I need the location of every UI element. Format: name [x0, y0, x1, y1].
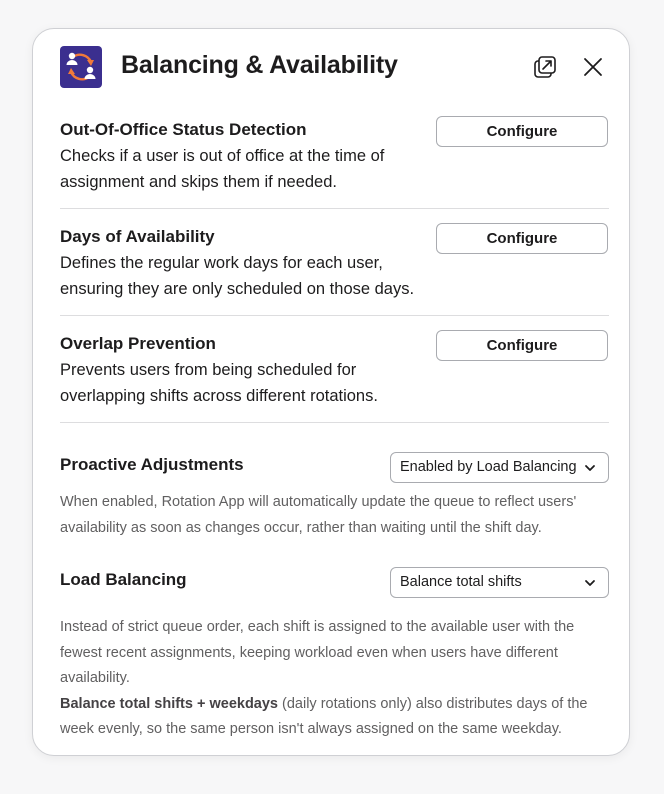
section-description: Checks if a user is out of office at the time of assignment and skips them if needed.: [60, 147, 385, 191]
configure-out-of-office-button[interactable]: Configure: [436, 116, 608, 147]
divider: [60, 208, 609, 209]
help-tail-text: (daily rotations only) also distributes days of the week evenly, so the same person isn't always assigned on the same weekday.: [60, 695, 588, 737]
balancing-availability-modal: [32, 28, 630, 756]
section-title: Days of Availability: [60, 227, 215, 246]
divider: [60, 315, 609, 316]
close-icon[interactable]: [579, 53, 607, 81]
proactive-adjustments-help: When enabled, Rotation App will automatically update the queue to reflect users' availability as soon as changes occur, rather than waiting until the shift day.: [60, 494, 577, 536]
help-bold-text: Balance total shifts + weekdays: [60, 695, 278, 712]
select-value: Enabled by Load Balancing: [400, 459, 577, 475]
configure-days-of-availability-button[interactable]: Configure: [436, 223, 608, 254]
select-value: Balance total shifts: [400, 574, 522, 590]
section-title: Load Balancing: [60, 570, 187, 589]
proactive-adjustments-select[interactable]: [390, 452, 609, 483]
divider: [60, 422, 609, 423]
chevron-down-icon: [584, 578, 596, 588]
section-title: Out-Of-Office Status Detection: [60, 120, 307, 139]
open-external-icon[interactable]: [531, 53, 559, 81]
section-title: Overlap Prevention: [60, 334, 216, 353]
chevron-down-icon: [584, 463, 596, 473]
modal-title: Balancing & Availability: [121, 51, 398, 79]
section-description: Defines the regular work days for each user, ensuring they are only scheduled on those days.: [60, 254, 415, 298]
rotation-app-icon: [60, 46, 102, 88]
section-title: Proactive Adjustments: [60, 455, 244, 474]
load-balancing-help-text: Instead of strict queue order, each shift is assigned to the available user with the fewest recent assignments, keeping workload even when users have different availability.: [60, 619, 575, 686]
load-balancing-select[interactable]: [390, 567, 609, 598]
section-description: Prevents users from being scheduled for overlapping shifts across different rotations.: [60, 361, 378, 405]
load-balancing-help-weekdays: [60, 692, 605, 743]
load-balancing-help: [60, 615, 605, 743]
configure-overlap-prevention-button[interactable]: Configure: [436, 330, 608, 361]
